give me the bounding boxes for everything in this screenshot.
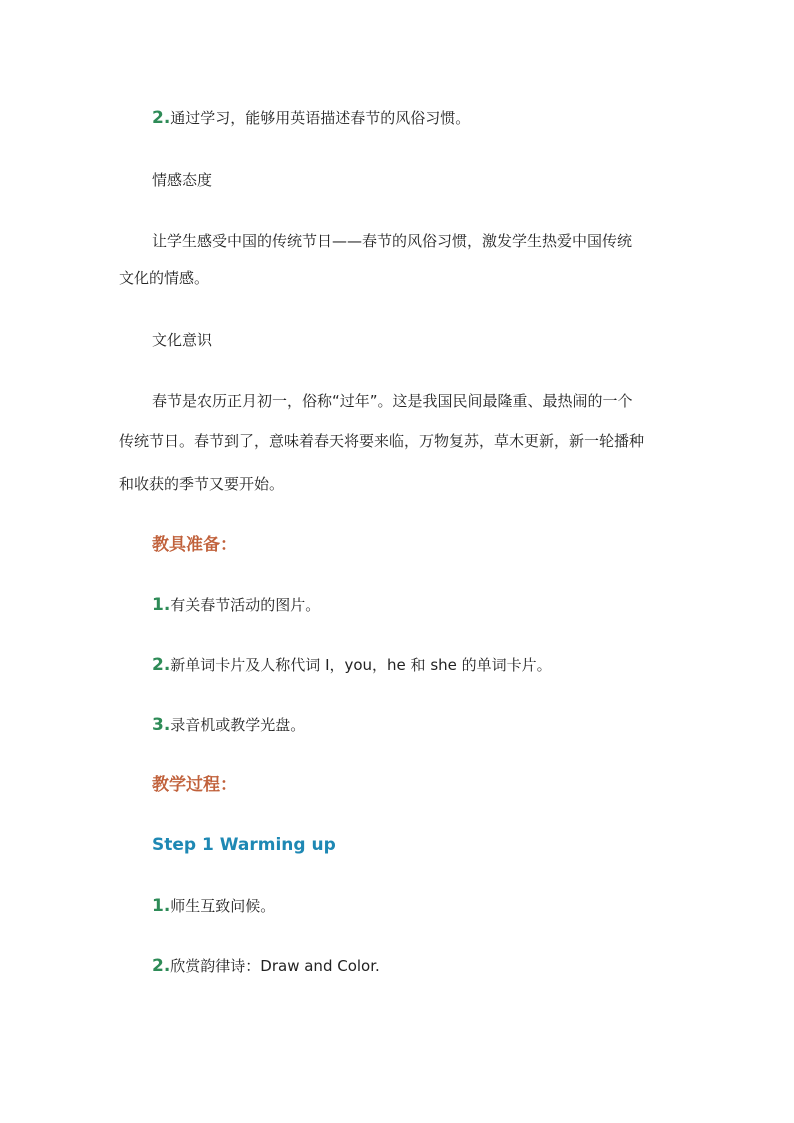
material-item-3 [152,715,712,735]
emotion-paragraph-line-1: 让学生感受中国的传统节日——春节的风俗习惯，激发学生热爱中国传统 [152,232,633,250]
item-text: 有关春节活动的图片。 [170,596,321,614]
item-number: 1. [152,595,171,615]
item-text: 新单词卡片及人称代词 I，you，he 和 she 的单词卡片。 [170,656,552,674]
item-number: 3. [152,715,171,735]
item-number: 2. [152,655,171,675]
objective-item-2 [152,108,712,128]
emotion-paragraph-line-2: 文化的情感。 [119,269,210,287]
material-item-2 [152,655,712,675]
item-text: 师生互致问候。 [170,897,276,915]
step-1-item-2 [152,956,712,976]
item-number: 1. [152,896,171,916]
label-cultural-awareness: 文化意识 [152,331,213,349]
heading-teaching-process: 教学过程： [152,775,237,795]
item-text: 通过学习，能够用英语描述春节的风俗习惯。 [170,109,471,127]
step-1-title: Step 1 Warming up [152,835,336,855]
label-emotional-attitude: 情感态度 [152,171,213,189]
item-number: 2. [152,108,171,128]
heading-teaching-materials: 教具准备： [152,535,237,555]
item-text: 录音机或教学光盘。 [170,716,306,734]
culture-paragraph-line-2: 传统节日。春节到了，意味着春天将要来临，万物复苏，草木更新，新一轮播种 [119,432,645,450]
culture-paragraph-line-3: 和收获的季节又要开始。 [119,475,285,493]
step-1-item-1 [152,896,712,916]
item-number: 2. [152,956,171,976]
item-text: 欣赏韵律诗：Draw and Color. [170,957,380,975]
culture-paragraph-line-1: 春节是农历正月初一，俗称“过年”。这是我国民间最隆重、最热闹的一个 [152,392,633,410]
material-item-1 [152,595,712,615]
